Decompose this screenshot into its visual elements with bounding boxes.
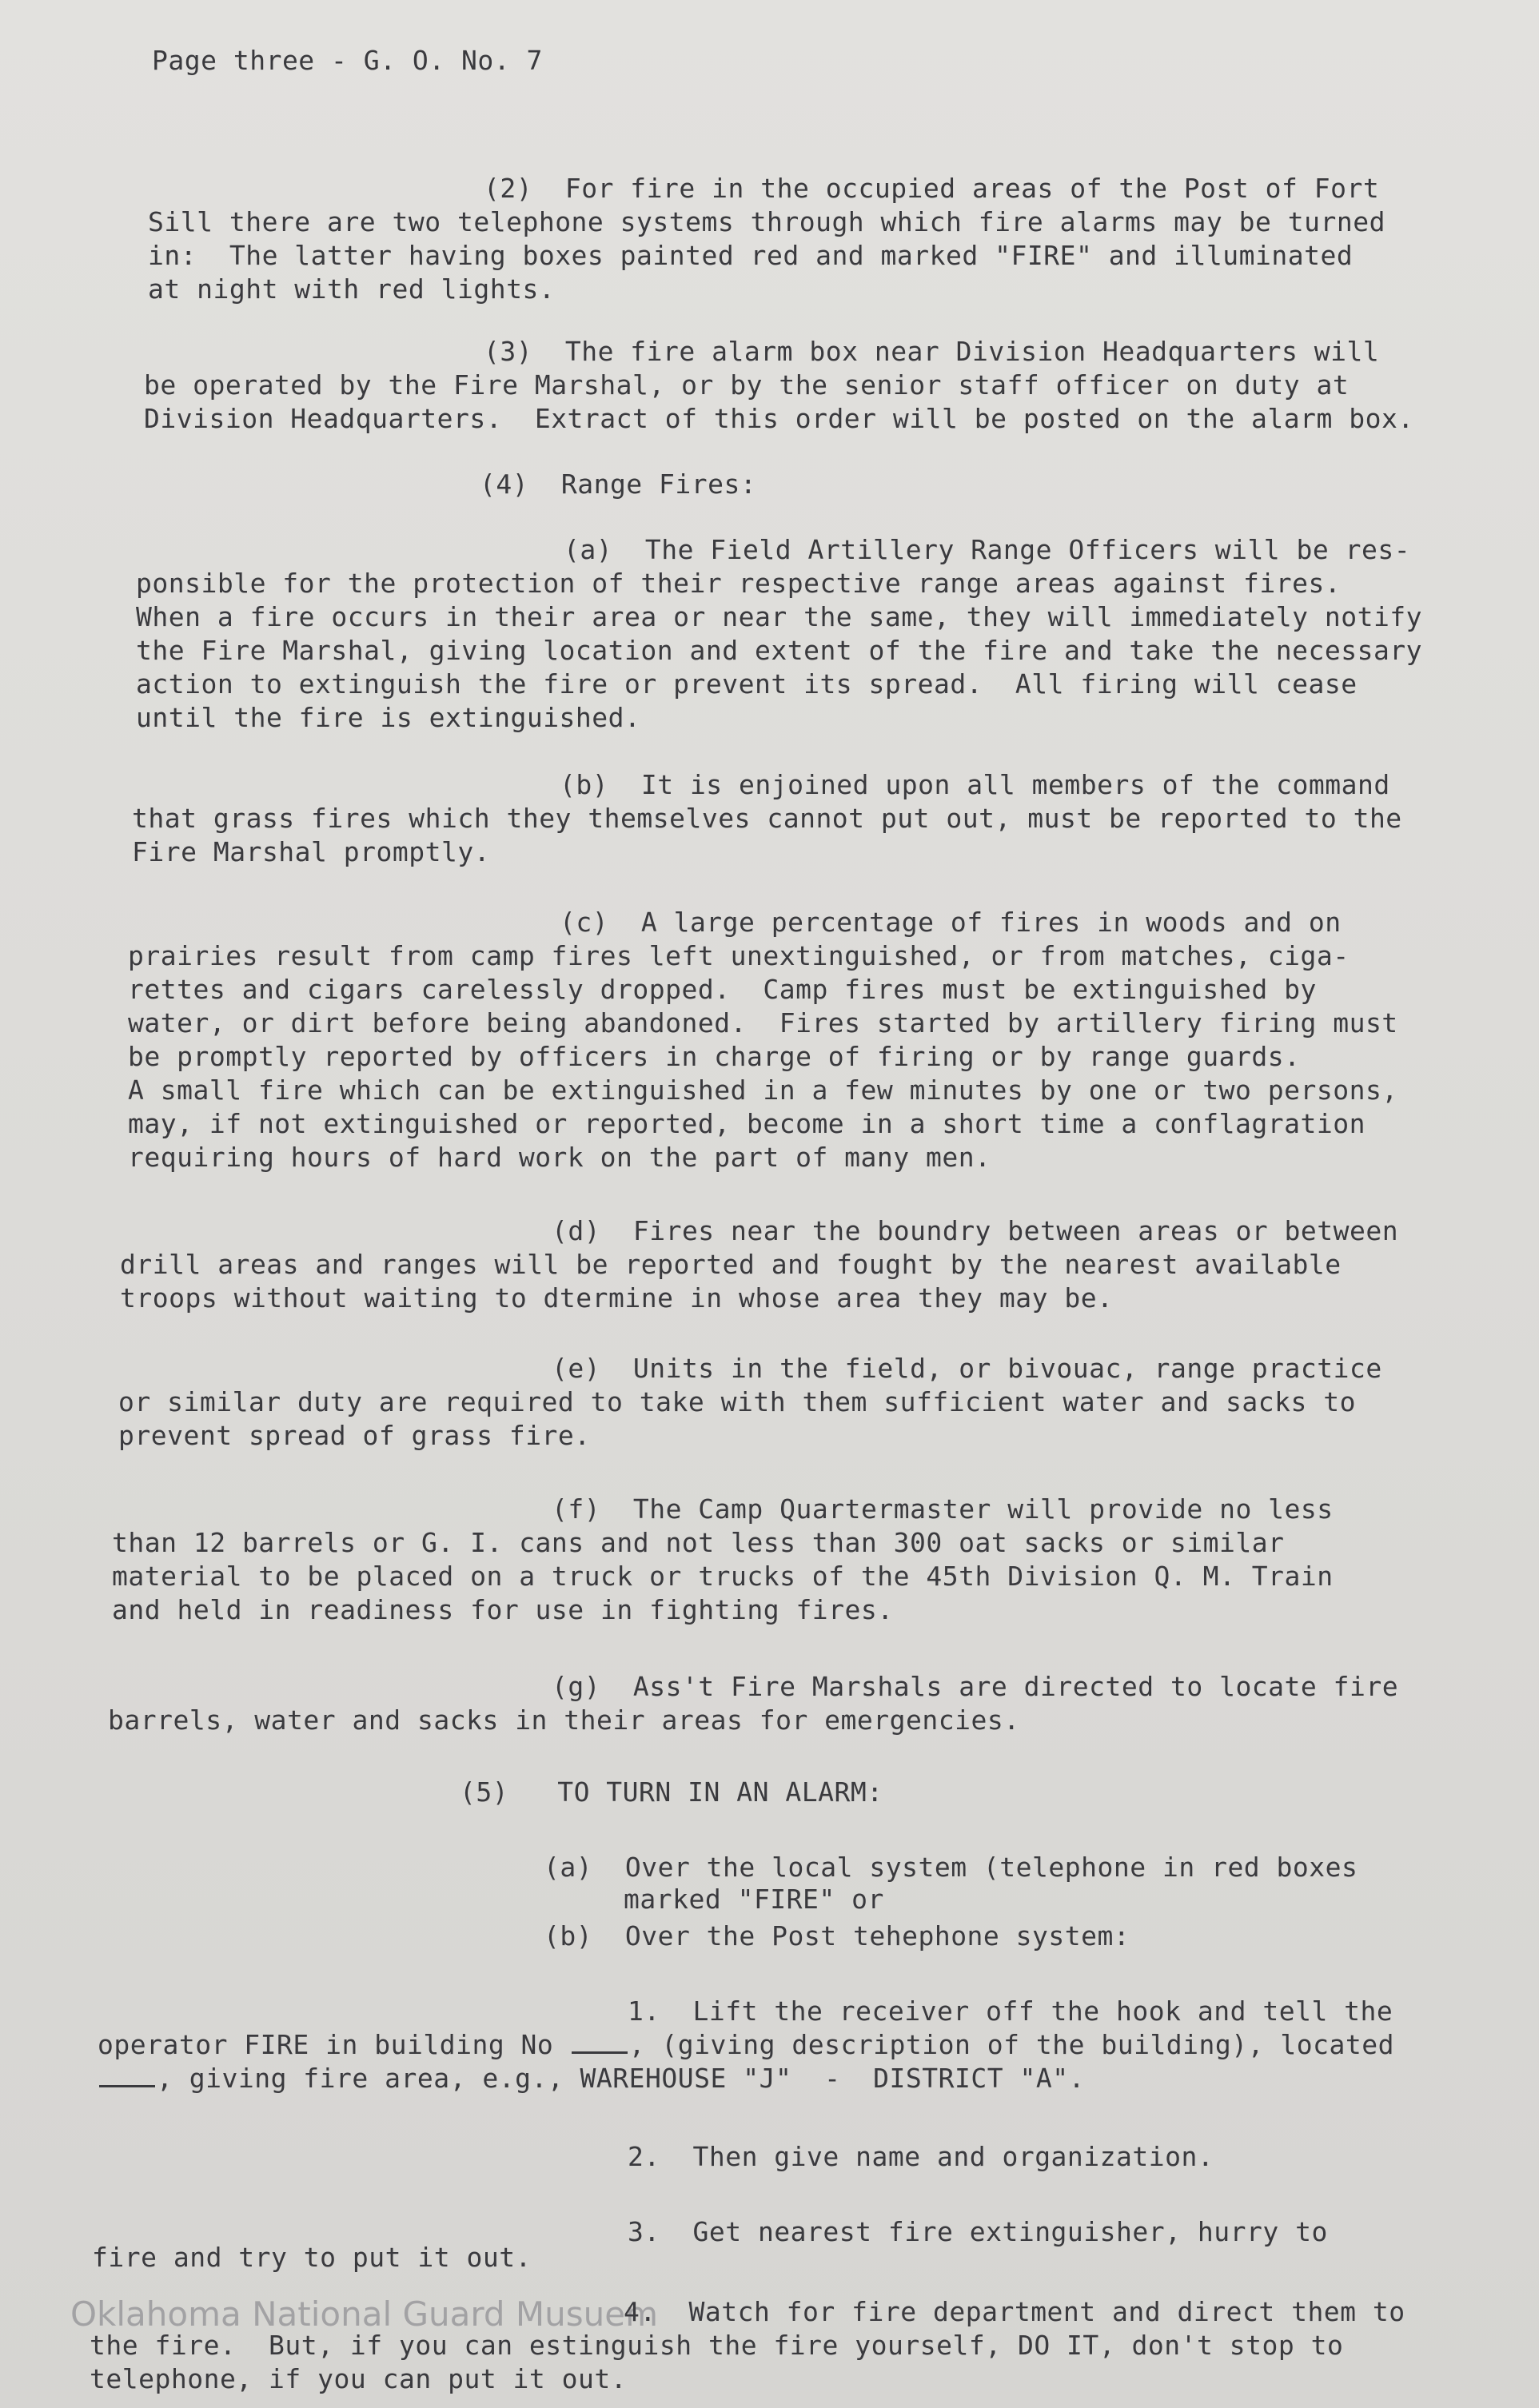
para-3-line-3: Division Headquarters. Extract of this order will be posted on the alarm box. (144, 403, 1414, 434)
para-e-line-3: prevent spread of grass fire. (118, 1420, 591, 1451)
para-a-line-3: When a fire occurs in their area or near the same, they will immediately notify (136, 601, 1423, 632)
para-2-line-4: at night with red lights. (148, 273, 556, 305)
para-5a-line-1: (a) Over the local system (telephone in red boxes (544, 1852, 1358, 1883)
step-2-line: 2. Then give name and organization. (628, 2141, 1214, 2172)
step-1-line-1: 1. Lift the receiver off the hook and tell the (628, 1995, 1393, 2027)
para-c-line-3: rettes and cigars carelessly dropped. Camp fires must be extinguished by (128, 974, 1317, 1005)
step-4-line-2: the fire. But, if you can estinguish the fire yourself, DO IT, don't stop to (90, 2330, 1344, 2361)
para-c-line-1: (c) A large percentage of fires in woods and on (560, 907, 1342, 938)
step-1-text-a: operator FIRE in building No (98, 2029, 570, 2060)
para-f-line-1: (f) The Camp Quartermaster will provide no less (552, 1493, 1334, 1525)
step-1-line-2 (98, 2029, 1394, 2061)
para-e-line-2: or similar duty are required to take with them sufficient water and sacks to (118, 1386, 1356, 1417)
para-g-line-1: (g) Ass't Fire Marshals are directed to locate fire (552, 1671, 1399, 1702)
para-c-line-5: be promptly reported by officers in charge of firing or by range guards. (128, 1041, 1301, 1072)
step-1-text-b: , (giving description of the building), located (628, 2029, 1394, 2060)
para-3-line-1: (3) The fire alarm box near Division Headquarters will (484, 336, 1380, 367)
para-e-line-1: (e) Units in the field, or bivouac, range practice (552, 1353, 1382, 1384)
blank-line (572, 2031, 628, 2054)
para-f-line-3: material to be placed on a truck or trucks of the 45th Division Q. M. Train (112, 1561, 1334, 1592)
para-c-line-2: prairies result from camp fires left unextinguished, or from matches, ciga- (128, 940, 1350, 971)
step-1-line-3 (98, 2063, 1085, 2095)
blank-line (99, 2064, 155, 2087)
page-header: Page three - G. O. No. 7 (152, 45, 543, 76)
para-2-line-3: in: The latter having boxes painted red and marked "FIRE" and illuminated (148, 240, 1354, 271)
para-d-line-3: troops without waiting to dtermine in whose area they may be. (120, 1282, 1114, 1314)
para-c-line-7: may, if not extinguished or reported, become in a short time a conflagration (128, 1108, 1366, 1139)
para-d-line-2: drill areas and ranges will be reported and fought by the nearest available (120, 1249, 1342, 1280)
step-4-line-1: 4. Watch for fire department and direct them to (624, 2296, 1405, 2327)
para-g-line-2: barrels, water and sacks in their areas for emergencies. (108, 1704, 1020, 1736)
para-b-line-3: Fire Marshal promptly. (132, 836, 491, 867)
para-a-line-2: ponsible for the protection of their respective range areas against fires. (136, 568, 1342, 599)
step-4-line-3: telephone, if you can put it out. (90, 2363, 628, 2394)
para-3-line-2: be operated by the Fire Marshal, or by the senior staff officer on duty at (144, 369, 1350, 401)
step-1-text-c: , giving fire area, e.g., WAREHOUSE "J" - DISTRICT "A". (157, 2063, 1085, 2094)
para-2-line-2: Sill there are two telephone systems through which fire alarms may be turned (148, 206, 1385, 237)
step-3-line-2: fire and try to put it out. (92, 2242, 532, 2273)
step-3-line-1: 3. Get nearest fire extinguisher, hurry to (628, 2216, 1328, 2247)
museum-watermark: Oklahoma National Guard Musuem (70, 2294, 659, 2334)
para-a-line-5: action to extinguish the fire or prevent its spread. All firing will cease (136, 668, 1358, 700)
para-d-line-1: (d) Fires near the boundry between areas or between (552, 1215, 1399, 1246)
para-b-line-2: that grass fires which they themselves cannot put out, must be reported to the (132, 803, 1402, 834)
para-a-line-4: the Fire Marshal, giving location and extent of the fire and take the necessary (136, 635, 1423, 666)
para-5a-line-2: marked "FIRE" or (624, 1884, 884, 1915)
para-4-heading: (4) Range Fires: (480, 468, 757, 500)
para-c-line-6: A small fire which can be extinguished in a few minutes by one or two persons, (128, 1074, 1398, 1106)
para-5b-line-1: (b) Over the Post tehephone system: (544, 1920, 1130, 1952)
para-f-line-2: than 12 barrels or G. I. cans and not less than 300 oat sacks or similar (112, 1527, 1285, 1558)
para-f-line-4: and held in readiness for use in fighting fires. (112, 1594, 894, 1625)
para-c-line-8: requiring hours of hard work on the part of many men. (128, 1142, 991, 1173)
para-b-line-1: (b) It is enjoined upon all members of the command (560, 769, 1390, 800)
para-2-line-1: (2) For fire in the occupied areas of the Post of Fort (484, 173, 1380, 204)
para-a-line-1: (a) The Field Artillery Range Officers will be res- (564, 534, 1411, 565)
para-a-line-6: until the fire is extinguished. (136, 702, 641, 733)
para-c-line-4: water, or dirt before being abandoned. Fires started by artillery firing must (128, 1007, 1398, 1039)
para-5-heading: (5) TO TURN IN AN ALARM: (460, 1776, 883, 1808)
